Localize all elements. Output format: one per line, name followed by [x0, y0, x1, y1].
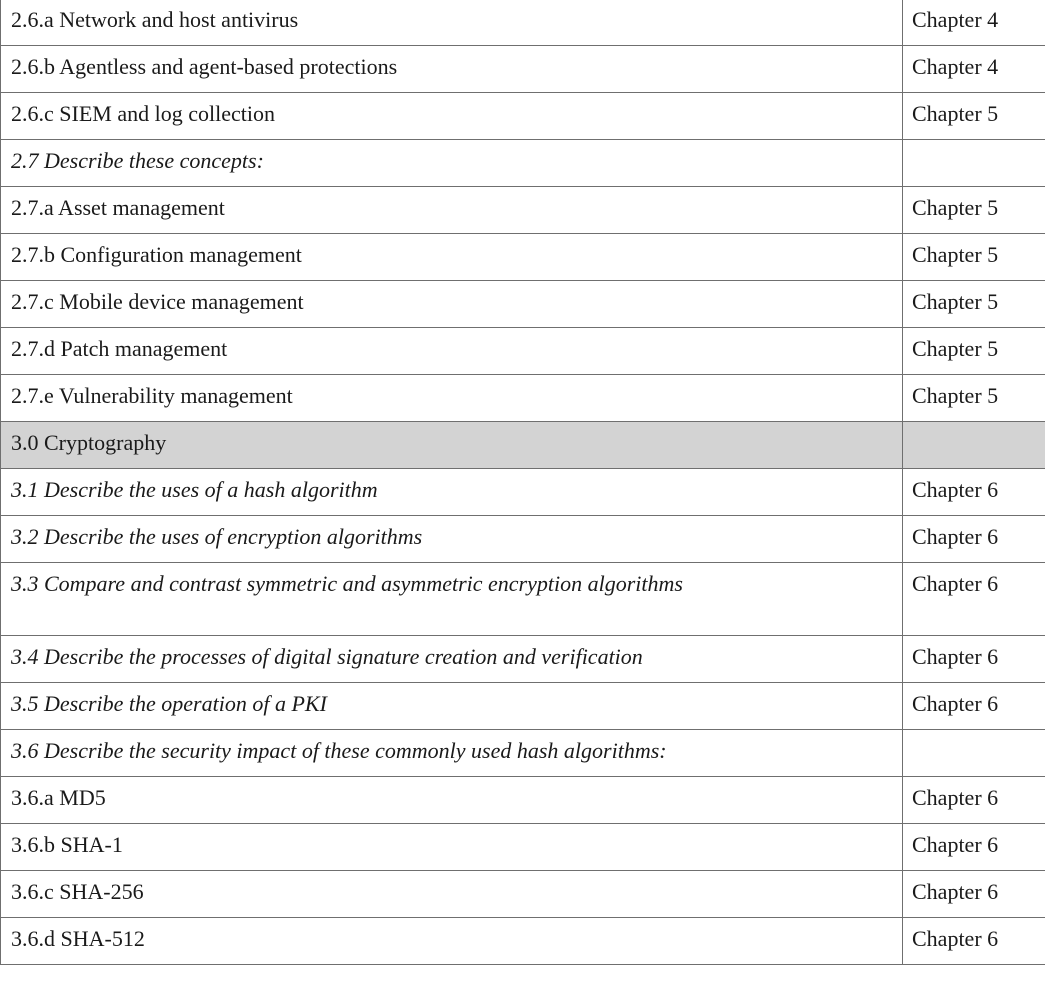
topic-cell: 3.2 Describe the uses of encryption algorithms: [1, 516, 903, 563]
chapter-cell: Chapter 6: [903, 824, 1045, 871]
table-row: [1, 93, 1045, 140]
topic-cell: 2.7.e Vulnerability management: [1, 375, 903, 422]
topic-cell: 2.7.c Mobile device management: [1, 281, 903, 328]
topic-cell: 2.6.a Network and host antivirus: [1, 0, 903, 46]
topic-cell: 3.6.b SHA-1: [1, 824, 903, 871]
topic-cell: 3.3 Compare and contrast symmetric and asymmetric encryption algorithms: [1, 563, 903, 636]
chapter-cell: [903, 422, 1045, 469]
table-row: [1, 328, 1045, 375]
table-row-objective: [1, 636, 1045, 683]
table-row-subheading: [1, 730, 1045, 777]
table-row: [1, 375, 1045, 422]
chapter-cell: Chapter 6: [903, 777, 1045, 824]
topic-cell: 2.6.c SIEM and log collection: [1, 93, 903, 140]
chapter-cell: [903, 730, 1045, 777]
chapter-cell: Chapter 5: [903, 281, 1045, 328]
chapter-cell: Chapter 4: [903, 46, 1045, 93]
chapter-cell: Chapter 6: [903, 871, 1045, 918]
table-row-objective: [1, 469, 1045, 516]
chapter-cell: Chapter 6: [903, 563, 1045, 636]
chapter-cell: Chapter 6: [903, 469, 1045, 516]
topic-cell: 2.7 Describe these concepts:: [1, 140, 903, 187]
topic-cell: 2.7.d Patch management: [1, 328, 903, 375]
table-row: [1, 777, 1045, 824]
topic-cell: 3.6.c SHA-256: [1, 871, 903, 918]
table-row-subheading: [1, 140, 1045, 187]
topic-cell: 3.6.a MD5: [1, 777, 903, 824]
topic-cell: 3.5 Describe the operation of a PKI: [1, 683, 903, 730]
table-row-section-heading: [1, 422, 1045, 469]
topic-cell: 2.7.a Asset management: [1, 187, 903, 234]
topic-cell: 3.1 Describe the uses of a hash algorithm: [1, 469, 903, 516]
table-row: [1, 46, 1045, 93]
table-row: [1, 234, 1045, 281]
chapter-cell: Chapter 4: [903, 0, 1045, 46]
table-row: [1, 871, 1045, 918]
chapter-cell: Chapter 5: [903, 187, 1045, 234]
section-title-cell: 3.0 Cryptography: [1, 422, 903, 469]
table-row: [1, 824, 1045, 871]
topic-cell: 2.7.b Configuration management: [1, 234, 903, 281]
topic-cell: 3.6 Describe the security impact of these commonly used hash algorithms:: [1, 730, 903, 777]
topic-cell: 3.4 Describe the processes of digital signature creation and verification: [1, 636, 903, 683]
table-row: [1, 187, 1045, 234]
chapter-cell: Chapter 5: [903, 234, 1045, 281]
table-row: [1, 281, 1045, 328]
table-row-objective: [1, 516, 1045, 563]
chapter-cell: Chapter 6: [903, 636, 1045, 683]
chapter-cell: Chapter 6: [903, 516, 1045, 563]
table-row-objective: [1, 563, 1045, 636]
table-row: [1, 918, 1045, 965]
topic-cell: 3.6.d SHA-512: [1, 918, 903, 965]
chapter-cell: Chapter 6: [903, 918, 1045, 965]
table-row-objective: [1, 683, 1045, 730]
chapter-cell: Chapter 6: [903, 683, 1045, 730]
chapter-cell: Chapter 5: [903, 93, 1045, 140]
table-row: [1, 0, 1045, 46]
chapter-cell: [903, 140, 1045, 187]
chapter-cell: Chapter 5: [903, 375, 1045, 422]
topic-cell: 2.6.b Agentless and agent-based protections: [1, 46, 903, 93]
chapter-cell: Chapter 5: [903, 328, 1045, 375]
